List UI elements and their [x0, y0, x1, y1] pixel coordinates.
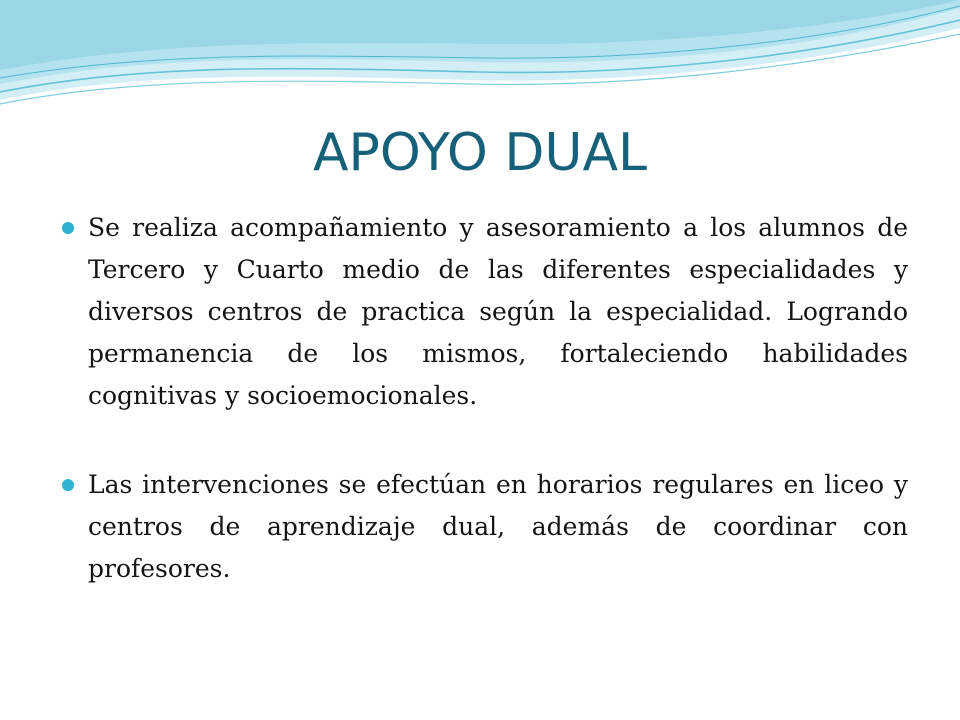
bullet-dot-icon	[62, 222, 74, 234]
bullet-text: Se realiza acompañamiento y asesoramiento a los alumnos de Tercero y Cuarto medio de las diferentes especialidades y diversos centros de practica según la especialidad. Logrando permanencia de los mismos, fortaleciendo habilidades cognitivas y socioemocionales.	[88, 213, 908, 410]
bullet-list	[52, 207, 908, 590]
bullet-item	[52, 464, 908, 590]
bullet-item	[52, 207, 908, 417]
bullet-dot-icon	[62, 479, 74, 491]
header-wave-decoration	[0, 0, 960, 120]
slide-title: APOYO DUAL	[312, 123, 648, 183]
bullet-text: Las intervenciones se efectúan en horarios regulares en liceo y centros de aprendizaje dual, además de coordinar con profesores.	[88, 470, 908, 583]
